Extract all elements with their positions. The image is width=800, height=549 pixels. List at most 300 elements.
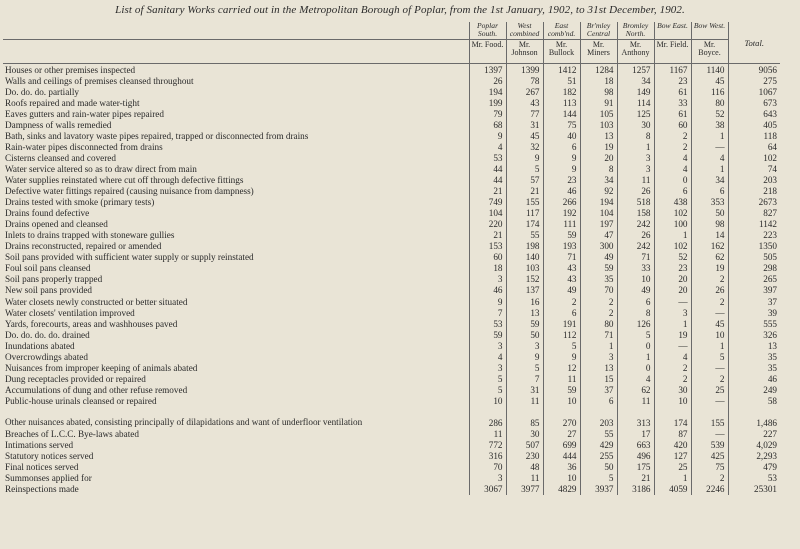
- table-body: [3, 64, 780, 495]
- table-row: [3, 340, 780, 351]
- row-total: 35: [728, 351, 780, 362]
- row-value: 25: [654, 462, 691, 473]
- row-value: 1412: [543, 64, 580, 76]
- row-value: 140: [506, 252, 543, 263]
- row-label: Water supplies reinstated where cut off through defective fittings: [5, 174, 244, 185]
- row-value: 270: [543, 406, 580, 428]
- row-value: 7: [469, 307, 506, 318]
- row-value: 2246: [691, 484, 728, 495]
- row-value: 26: [617, 186, 654, 197]
- row-value: 43: [543, 263, 580, 274]
- officer-header: Mr. Miners: [580, 40, 617, 64]
- row-value: 4: [654, 351, 691, 362]
- row-value: 13: [580, 130, 617, 141]
- row-value: 1: [654, 318, 691, 329]
- row-value: —: [654, 296, 691, 307]
- row-value: 35: [580, 274, 617, 285]
- row-label: Inundations abated: [5, 340, 75, 351]
- row-value: 31: [506, 119, 543, 130]
- table-row: [3, 241, 780, 252]
- row-value: 193: [543, 241, 580, 252]
- table-row: [3, 406, 780, 428]
- table-row: [3, 296, 780, 307]
- row-value: 105: [580, 108, 617, 119]
- row-value: 496: [617, 451, 654, 462]
- row-value: 50: [580, 462, 617, 473]
- row-label: Water service altered so as to draw direct from main: [5, 163, 197, 174]
- district-header: Bow West.: [691, 22, 728, 40]
- row-value: 19: [580, 141, 617, 152]
- row-value: 197: [580, 219, 617, 230]
- row-value: 12: [543, 362, 580, 373]
- row-total: 35: [728, 362, 780, 373]
- row-value: 17: [617, 428, 654, 439]
- row-value: 3977: [506, 484, 543, 495]
- row-value: 40: [543, 130, 580, 141]
- row-value: 5: [506, 362, 543, 373]
- row-value: 1: [654, 230, 691, 241]
- row-label: Final notices served: [5, 462, 79, 473]
- row-total: 555: [728, 318, 780, 329]
- row-total: 218: [728, 186, 780, 197]
- row-value: 111: [543, 219, 580, 230]
- row-value: 316: [469, 451, 506, 462]
- row-value: 80: [691, 97, 728, 108]
- row-value: 23: [543, 174, 580, 185]
- row-value: 98: [691, 219, 728, 230]
- row-value: 267: [506, 86, 543, 97]
- row-value: 13: [580, 362, 617, 373]
- row-value: 19: [654, 329, 691, 340]
- row-label: Nuisances from improper keeping of animals abated: [5, 362, 198, 373]
- row-label: Dung receptacles provided or repaired: [5, 373, 146, 384]
- row-value: 59: [543, 230, 580, 241]
- row-value: 1: [580, 340, 617, 351]
- row-total: 4,029: [728, 440, 780, 451]
- row-total: 13: [728, 340, 780, 351]
- row-value: 26: [469, 75, 506, 86]
- row-value: 44: [469, 174, 506, 185]
- row-total: 9056: [728, 64, 780, 76]
- officer-header: Mr. Field.: [654, 40, 691, 64]
- row-value: 70: [469, 462, 506, 473]
- row-value: 16: [506, 296, 543, 307]
- row-value: 220: [469, 219, 506, 230]
- row-value: 71: [617, 252, 654, 263]
- row-value: 33: [654, 97, 691, 108]
- row-value: 2: [580, 296, 617, 307]
- table-row: [3, 274, 780, 285]
- row-label: Intimations served: [5, 440, 74, 451]
- row-value: 5: [617, 329, 654, 340]
- officer-header: Mr. Johnson: [506, 40, 543, 64]
- row-value: 53: [469, 152, 506, 163]
- district-header: Bromley North.: [617, 22, 654, 40]
- row-label: Yards, forecourts, areas and washhouses paved: [5, 318, 178, 329]
- table-row: [3, 318, 780, 329]
- row-value: 3: [469, 274, 506, 285]
- row-value: 4: [654, 163, 691, 174]
- row-value: 155: [506, 197, 543, 208]
- row-label: Reinspections made: [5, 484, 79, 495]
- row-value: 26: [691, 285, 728, 296]
- row-value: 175: [617, 462, 654, 473]
- row-value: 174: [654, 406, 691, 428]
- row-total: 1142: [728, 219, 780, 230]
- row-value: 286: [469, 406, 506, 428]
- row-value: 68: [469, 119, 506, 130]
- row-value: 43: [543, 274, 580, 285]
- row-value: 300: [580, 241, 617, 252]
- row-value: 32: [506, 141, 543, 152]
- row-label: New soil pans provided: [5, 285, 93, 296]
- table-row: [3, 97, 780, 108]
- row-value: —: [691, 428, 728, 439]
- row-value: 1284: [580, 64, 617, 76]
- row-value: 104: [580, 208, 617, 219]
- table-row: [3, 197, 780, 208]
- row-total: 326: [728, 329, 780, 340]
- row-value: 45: [506, 130, 543, 141]
- row-value: 4: [691, 152, 728, 163]
- row-value: 52: [654, 252, 691, 263]
- row-value: 8: [580, 163, 617, 174]
- row-value: 45: [691, 75, 728, 86]
- row-value: 61: [654, 86, 691, 97]
- row-value: 4: [654, 152, 691, 163]
- row-value: 11: [543, 373, 580, 384]
- row-value: 203: [580, 406, 617, 428]
- row-value: —: [691, 362, 728, 373]
- row-value: 194: [580, 197, 617, 208]
- row-value: 53: [469, 318, 506, 329]
- row-value: 34: [580, 174, 617, 185]
- row-total: 46: [728, 373, 780, 384]
- district-header: Br'mley Central: [580, 22, 617, 40]
- row-value: 3937: [580, 484, 617, 495]
- row-value: 11: [617, 174, 654, 185]
- row-value: 100: [654, 219, 691, 230]
- row-value: 2: [654, 130, 691, 141]
- row-value: 116: [691, 86, 728, 97]
- row-value: 30: [654, 384, 691, 395]
- row-label: Do. do. do. do. drained: [5, 329, 90, 340]
- row-value: 3: [654, 307, 691, 318]
- row-value: 3: [469, 362, 506, 373]
- row-value: 47: [580, 230, 617, 241]
- row-value: 52: [691, 108, 728, 119]
- row-value: 3067: [469, 484, 506, 495]
- row-value: 103: [580, 119, 617, 130]
- row-value: 266: [543, 197, 580, 208]
- table-row: [3, 440, 780, 451]
- row-value: 11: [469, 428, 506, 439]
- row-value: 43: [506, 97, 543, 108]
- row-value: —: [691, 395, 728, 406]
- row-value: 162: [691, 241, 728, 252]
- row-value: 2: [654, 373, 691, 384]
- row-value: 38: [691, 119, 728, 130]
- row-value: 21: [617, 473, 654, 484]
- row-value: 6: [654, 186, 691, 197]
- table-row: [3, 329, 780, 340]
- row-value: 11: [506, 395, 543, 406]
- row-value: 2: [580, 307, 617, 318]
- table-row: [3, 174, 780, 185]
- row-value: 4829: [543, 484, 580, 495]
- row-value: 46: [543, 186, 580, 197]
- row-value: 1: [617, 351, 654, 362]
- row-value: 60: [469, 252, 506, 263]
- row-value: 3186: [617, 484, 654, 495]
- row-value: 242: [617, 241, 654, 252]
- table-row: [3, 473, 780, 484]
- district-header: West combined: [506, 22, 543, 40]
- row-value: 0: [654, 174, 691, 185]
- row-total: 405: [728, 119, 780, 130]
- row-value: 242: [617, 219, 654, 230]
- row-value: 80: [580, 318, 617, 329]
- row-value: 6: [617, 296, 654, 307]
- row-value: 2: [691, 274, 728, 285]
- table-row: [3, 263, 780, 274]
- row-value: 518: [617, 197, 654, 208]
- row-label: Bath, sinks and lavatory waste pipes repaired, trapped or disconnected from drains: [5, 130, 309, 141]
- row-value: 6: [543, 141, 580, 152]
- row-total: 1067: [728, 86, 780, 97]
- row-value: 113: [543, 97, 580, 108]
- row-value: 9: [543, 351, 580, 362]
- row-value: 255: [580, 451, 617, 462]
- row-value: 126: [617, 318, 654, 329]
- row-value: 92: [580, 186, 617, 197]
- row-value: 26: [617, 230, 654, 241]
- row-value: 2: [654, 362, 691, 373]
- row-value: 20: [654, 274, 691, 285]
- total-header: Total.: [728, 22, 780, 64]
- row-label: Drains found defective: [5, 208, 90, 219]
- row-total: 25301: [728, 484, 780, 495]
- row-value: 103: [506, 263, 543, 274]
- row-total: 118: [728, 130, 780, 141]
- row-value: 152: [506, 274, 543, 285]
- table-row: [3, 108, 780, 119]
- row-value: 313: [617, 406, 654, 428]
- table-row: [3, 208, 780, 219]
- table-row: [3, 462, 780, 473]
- row-value: 6: [691, 186, 728, 197]
- row-total: 39: [728, 307, 780, 318]
- row-value: 13: [506, 307, 543, 318]
- row-value: 8: [617, 130, 654, 141]
- row-label: Public-house urinals cleansed or repaired: [5, 395, 157, 406]
- row-value: 49: [580, 252, 617, 263]
- row-value: —: [691, 141, 728, 152]
- row-value: 3: [580, 351, 617, 362]
- row-total: 2673: [728, 197, 780, 208]
- row-value: 9: [543, 163, 580, 174]
- row-total: 53: [728, 473, 780, 484]
- row-value: 71: [543, 252, 580, 263]
- table-row: [3, 152, 780, 163]
- row-value: 0: [617, 362, 654, 373]
- row-value: 10: [543, 395, 580, 406]
- row-label: Water closets newly constructed or better situated: [5, 296, 188, 307]
- row-label: Eaves gutters and rain-water pipes repaired: [5, 108, 164, 119]
- district-header: Poplar South.: [469, 22, 506, 40]
- row-value: 23: [654, 75, 691, 86]
- row-value: 34: [691, 174, 728, 185]
- row-value: 4: [617, 373, 654, 384]
- row-value: 55: [580, 428, 617, 439]
- row-value: 19: [691, 263, 728, 274]
- row-value: 31: [506, 384, 543, 395]
- row-label: Soil pans properly trapped: [5, 274, 103, 285]
- row-value: 59: [506, 318, 543, 329]
- row-value: 77: [506, 108, 543, 119]
- row-value: 15: [580, 373, 617, 384]
- table-row: [3, 75, 780, 86]
- table-row: [3, 141, 780, 152]
- row-value: 1: [691, 130, 728, 141]
- row-value: 18: [469, 263, 506, 274]
- row-value: 57: [506, 174, 543, 185]
- row-value: 46: [469, 285, 506, 296]
- sanitary-works-table: [3, 22, 780, 495]
- row-value: 10: [691, 329, 728, 340]
- row-total: 249: [728, 384, 780, 395]
- row-value: 27: [543, 428, 580, 439]
- row-total: 298: [728, 263, 780, 274]
- table-row: [3, 362, 780, 373]
- table-row: [3, 384, 780, 395]
- district-header: Bow East.: [654, 22, 691, 40]
- row-value: 117: [506, 208, 543, 219]
- row-value: 1140: [691, 64, 728, 76]
- row-value: 199: [469, 97, 506, 108]
- row-value: 137: [506, 285, 543, 296]
- row-value: 18: [580, 75, 617, 86]
- row-value: 4: [469, 141, 506, 152]
- row-total: 74: [728, 163, 780, 174]
- row-value: 3: [469, 473, 506, 484]
- row-value: 1: [617, 141, 654, 152]
- row-value: 98: [580, 86, 617, 97]
- row-value: 9: [506, 152, 543, 163]
- table-row: [3, 428, 780, 439]
- district-header: East comb'nd.: [543, 22, 580, 40]
- row-value: —: [654, 340, 691, 351]
- row-total: 479: [728, 462, 780, 473]
- row-value: 7: [506, 373, 543, 384]
- row-value: 10: [617, 274, 654, 285]
- row-value: 153: [469, 241, 506, 252]
- officer-header-row: [3, 40, 780, 64]
- row-total: 102: [728, 152, 780, 163]
- row-value: 6: [543, 307, 580, 318]
- row-label: Foul soil pans cleansed: [5, 263, 91, 274]
- row-value: 772: [469, 440, 506, 451]
- row-label: Defective water fittings repaired (causing nuisance from dampness): [5, 186, 254, 197]
- row-value: 30: [617, 119, 654, 130]
- row-total: 223: [728, 230, 780, 241]
- row-total: 643: [728, 108, 780, 119]
- row-value: 149: [617, 86, 654, 97]
- row-label: Walls and ceilings of premises cleansed throughout: [5, 75, 194, 86]
- row-value: 749: [469, 197, 506, 208]
- row-value: 194: [469, 86, 506, 97]
- row-value: 33: [617, 263, 654, 274]
- row-value: 5: [543, 340, 580, 351]
- row-value: 102: [654, 241, 691, 252]
- table-row: [3, 351, 780, 362]
- row-value: 8: [617, 307, 654, 318]
- row-value: 2: [543, 296, 580, 307]
- page-title: List of Sanitary Works carried out in the Metropolitan Borough of Poplar, from the 1st January, 1902, to 31st December, 1902.: [115, 4, 685, 16]
- row-value: 104: [469, 208, 506, 219]
- row-total: 58: [728, 395, 780, 406]
- row-value: 50: [691, 208, 728, 219]
- row-value: 9: [506, 351, 543, 362]
- row-value: 699: [543, 440, 580, 451]
- table-row: [3, 219, 780, 230]
- row-value: 9: [469, 296, 506, 307]
- row-value: 23: [654, 263, 691, 274]
- row-value: 9: [543, 152, 580, 163]
- row-label: Breaches of L.C.C. Bye-laws abated: [5, 428, 139, 439]
- row-value: 37: [580, 384, 617, 395]
- row-value: 10: [543, 473, 580, 484]
- row-value: 87: [654, 428, 691, 439]
- table-row: [3, 373, 780, 384]
- row-value: 61: [654, 108, 691, 119]
- row-value: 44: [469, 163, 506, 174]
- table-row: [3, 307, 780, 318]
- row-value: 49: [543, 285, 580, 296]
- row-value: 4: [469, 351, 506, 362]
- table-row: [3, 252, 780, 263]
- row-value: 20: [654, 285, 691, 296]
- row-label: Water closets' ventilation improved: [5, 307, 135, 318]
- row-label: Inlets to drains trapped with stoneware gullies: [5, 230, 175, 241]
- row-value: 3: [617, 152, 654, 163]
- row-label: Dampness of walls remedied: [5, 119, 112, 130]
- row-value: 127: [654, 451, 691, 462]
- row-total: 203: [728, 174, 780, 185]
- row-value: 420: [654, 440, 691, 451]
- row-label: Drains opened and cleansed: [5, 219, 108, 230]
- row-value: 3: [617, 163, 654, 174]
- district-header-row: [3, 22, 780, 40]
- row-value: 91: [580, 97, 617, 108]
- row-label: Cisterns cleansed and covered: [5, 152, 116, 163]
- row-value: 102: [654, 208, 691, 219]
- row-label: Overcrowdings abated: [5, 351, 88, 362]
- row-value: 429: [580, 440, 617, 451]
- row-total: 673: [728, 97, 780, 108]
- row-value: 1397: [469, 64, 506, 76]
- row-label: Summonses applied for: [5, 473, 92, 484]
- row-value: 230: [506, 451, 543, 462]
- row-total: 1,486: [728, 406, 780, 428]
- table-row: [3, 484, 780, 495]
- row-total: 1350: [728, 241, 780, 252]
- row-value: 198: [506, 241, 543, 252]
- row-value: 10: [654, 395, 691, 406]
- row-value: 5: [506, 163, 543, 174]
- row-value: 174: [506, 219, 543, 230]
- row-value: 1: [691, 163, 728, 174]
